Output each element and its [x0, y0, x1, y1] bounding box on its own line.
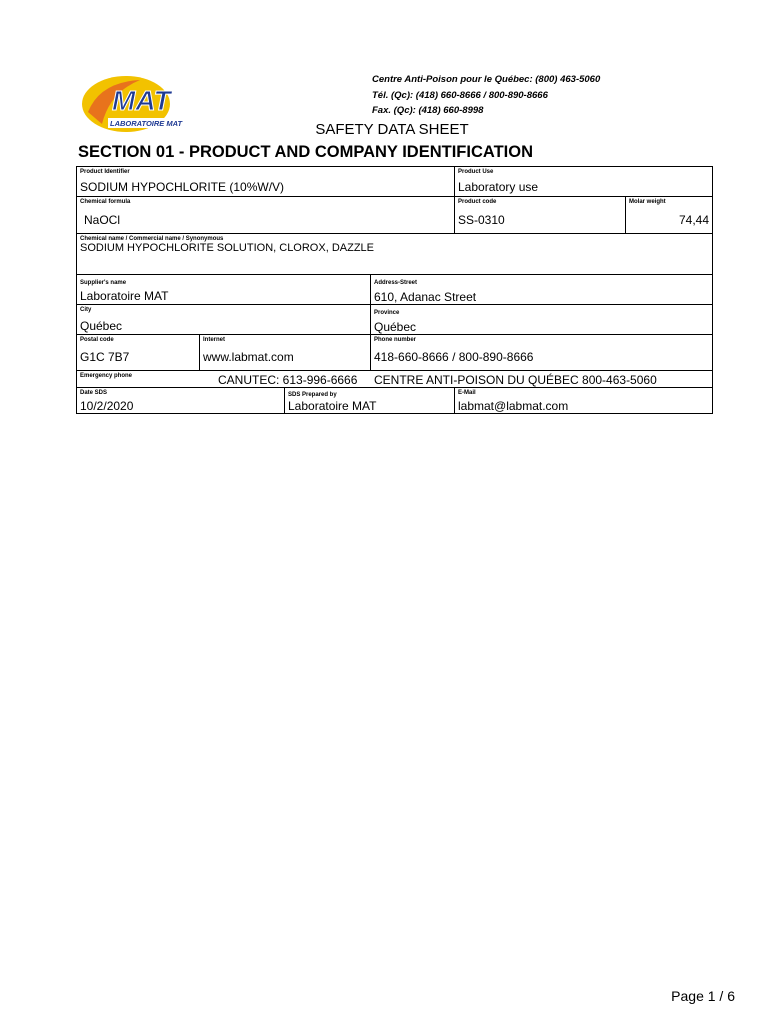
city-label: City	[80, 307, 92, 313]
city-cell	[77, 305, 371, 335]
product-identifier-label: Product Identifier	[80, 169, 130, 175]
postal-code-label: Postal code	[80, 337, 114, 343]
chemical-name-value: SODIUM HYPOCHLORITE SOLUTION, CLOROX, DAZZLE	[80, 242, 374, 254]
molar-weight-label: Molar weight	[629, 199, 666, 205]
product-code-value: SS-0310	[458, 213, 505, 227]
product-identifier-cell	[77, 167, 455, 197]
email-cell	[455, 388, 712, 413]
chemical-formula-value: NaOCl	[84, 213, 121, 227]
date-sds-label: Date SDS	[80, 390, 108, 396]
city-value: Québec	[80, 319, 123, 333]
product-code-label: Product code	[458, 199, 497, 205]
section-title: SECTION 01 - PRODUCT AND COMPANY IDENTIFICATION	[78, 143, 533, 161]
molar-weight-value: 74,44	[678, 213, 709, 227]
chemical-name-cell	[77, 234, 712, 275]
date-sds-value: 10/2/2020	[80, 399, 134, 413]
address-street-value: 610, Adanac Street	[374, 290, 477, 304]
sds-prepared-by-label: SDS Prepared by	[288, 392, 337, 398]
product-use-value: Laboratory use	[458, 180, 539, 194]
phone-number-value: 418-660-8666 / 800-890-8666	[374, 350, 534, 364]
product-identifier-value: SODIUM HYPOCHLORITE (10%W/V)	[80, 180, 285, 194]
page-number: Page 1 / 6	[671, 988, 735, 1004]
suppliers-name-label: Supplier's name	[80, 280, 127, 286]
document-title: SAFETY DATA SHEET	[315, 121, 469, 138]
product-use-cell	[455, 167, 712, 197]
phone-number-label: Phone number	[374, 337, 417, 343]
product-use-label: Product Use	[458, 169, 494, 175]
province-label: Province	[374, 310, 400, 316]
emergency-canutec-value: CANUTEC: 613-996-6666	[218, 373, 358, 387]
province-cell	[371, 305, 712, 335]
chemical-formula-cell	[77, 197, 455, 234]
internet-value: www.labmat.com	[203, 350, 294, 364]
sds-prepared-by-cell	[285, 388, 455, 413]
postal-code-cell	[77, 335, 200, 371]
date-sds-cell	[77, 388, 285, 413]
suppliers-name-cell	[77, 275, 371, 305]
email-value: labmat@labmat.com	[458, 399, 569, 413]
address-street-label: Address-Street	[374, 280, 418, 286]
poison-centre-line: Centre Anti-Poison pour le Québec: (800) 463-5060	[372, 74, 601, 85]
sds-prepared-by-value: Laboratoire MAT	[288, 399, 377, 413]
postal-code-value: G1C 7B7	[80, 350, 130, 364]
product-code-cell	[455, 197, 626, 234]
address-street-cell	[371, 275, 712, 305]
molar-weight-cell	[626, 197, 712, 234]
internet-label: Internet	[203, 337, 226, 343]
internet-cell	[200, 335, 371, 371]
chemical-name-label: Chemical name / Commercial name / Synonymous	[80, 236, 224, 242]
emergency-poison-centre-value: CENTRE ANTI-POISON DU QUÉBEC 800-463-5060	[374, 373, 657, 387]
suppliers-name-value: Laboratoire MAT	[80, 289, 169, 303]
phone-number-cell	[371, 335, 712, 371]
emergency-phone-label: Emergency phone	[80, 373, 133, 379]
svg-text:MAT: MAT	[112, 85, 171, 116]
svg-text:LABORATOIRE MAT: LABORATOIRE MAT	[110, 119, 183, 128]
province-value: Québec	[374, 320, 417, 334]
identification-form	[76, 166, 713, 414]
fax-line: Fax. (Qc): (418) 660-8998	[372, 105, 484, 116]
telephone-line: Tél. (Qc): (418) 660-8666 / 800-890-8666	[372, 89, 548, 101]
contact-info	[372, 72, 600, 119]
emergency-phone-cell	[77, 371, 712, 388]
email-label: E-Mail	[458, 390, 476, 396]
chemical-formula-label: Chemical formula	[80, 199, 131, 205]
